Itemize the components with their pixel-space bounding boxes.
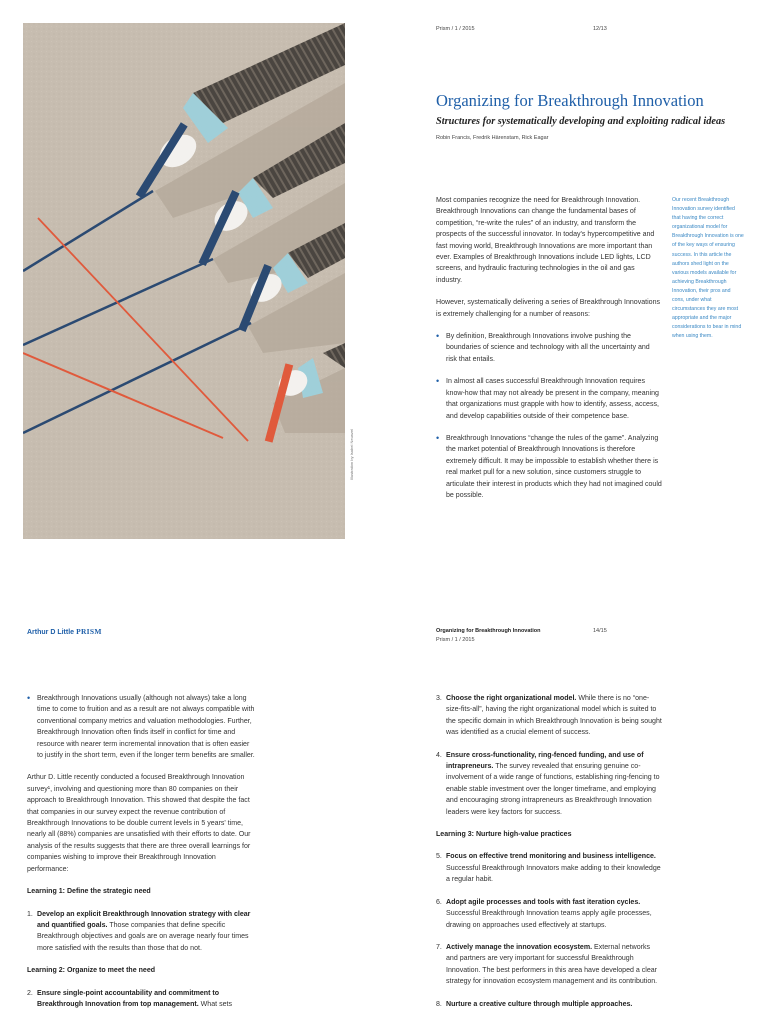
hands-drawing-lines-illustration [23,23,345,539]
page-numbers-2: 14/15 [593,628,607,634]
survey-paragraph: Arthur D. Little recently conducted a focused Breakthrough Innovation survey¹, involving and questioning more than 80 companies on their approach to Breakthrough Innovation. This showed that despite the fact that companies in our survey expect the revenue contribution of Breakthrough Innovations to be double current levels in 5 years' time, nearly all (88%) companies are unsatisfied with their efforts to date. Our analysis of the results suggests that there are three overall learnings for companies wishing to improve their Breakthrough Innovation performance: [27,774,251,873]
list-item: 4. Ensure cross-functionality, ring-fenced funding, and use of intrapreneurs. The survey revealed that ensuring genuine co-involvement of a wide range of functions, establishing ring-fencing to enable stable investment over the longer timeframe, and employing and encouraging strong intrapreneurs as Breakthrough Innovation leaders were key factors for success. [436,751,660,816]
page2-left-column [27,693,256,1021]
article-authors: Robin Francis, Fredrik Härenstam, Rick Eagar [436,135,549,141]
numbered-list-1 [27,909,256,955]
adl-prism-logo [27,627,102,636]
list-item: • In almost all cases successful Breakthrough Innovation requires know-how that may not already be present in the company, meaning that organizations must grapple with how to identify, assess, access, and develop capabilities outside of their competence base. [436,376,662,422]
list-item: 3. Choose the right organizational model. While there is no “one-size-fits-all”, having the right organizational model which is suited to the specific domain in which Breakthrough Innovation is being sought was identified as a crucial element of success. [436,695,662,737]
list-item: 1. Develop an explicit Breakthrough Innovation strategy with clear and quantified goals. Those companies that define specific Breakthrough objectives and goals are on average nearly four times more satisfied with the results than those that do not. [27,910,251,952]
page-numbers: 12/13 [593,26,607,32]
list-item: • Breakthrough Innovations usually (although not always) take a long time to come to fruition and as a result are not always compatible with conventional company metrics and valuation methodologies. Further, Breakthrough Innovation often finds itself in conflict for time and resource with nearer term incremental innovation that is often easier to justify in the short term, even if the longer term benefits are smaller. [27,693,256,761]
learning-3-heading: Learning 3: Nurture high-value practices [436,831,572,839]
learning-2-heading: Learning 2: Organize to meet the need [27,967,156,975]
numbered-list-3 [436,693,662,818]
illustration-credit: Illustration by Isabel Neunzel [349,428,354,480]
logo-prism: PRISM [76,627,102,636]
running-title: Organizing for Breakthrough Innovation [436,628,541,634]
list-item: 7. Actively manage the innovation ecosystem. External networks and partners are very important for successful Breakthrough Innovation. The best performers in this area have developed a clear strategy for innovation ecosystem management and its contribution. [436,943,658,986]
intro-column [436,195,662,512]
logo-text: Arthur D Little [27,629,75,636]
reasons-list [436,331,662,501]
list-item: 8. Nurture a creative culture through multiple approaches. [436,1000,633,1008]
sidenote: Our recent Breakthrough Innovation survey identified that having the correct organizational model for Breakthrough Innovation is one of the key ways of ensuring success. In this article the authors shed light on the various models available for achieving Breakthrough Innovation, their pros and cons, under what circumstances they are most appropriate and the major considerations to bear in mind when using them. [672,197,744,340]
numbered-list-2 [27,988,256,1011]
list-item: • By definition, Breakthrough Innovations involve pushing the boundaries of science and technology with all the uncertainty and risk that entails. [436,331,662,365]
issue-label: Prism / 1 / 2015 [436,26,475,32]
list-item: • Breakthrough Innovations “change the rules of the game”. Analyzing the market potential of Breakthrough Innovations is therefore extremely difficult. It may be impossible to establish whether there is real market pull for a new solution, since customers struggle to articulate their interest in products which they had not imagined could be possible. [436,433,662,501]
learning-1-heading: Learning 1: Define the strategic need [27,888,151,896]
article-subtitle: Structures for systematically developing and exploiting radical ideas [436,116,726,127]
intro-paragraph-1: Most companies recognize the need for Breakthrough Innovation. Breakthrough Innovations can change the fundamental bases of competition, “re-write the rules” of an industry, and transform the prospects of the successful innovator. In today's hypercompetitive and fast moving world, Breakthrough Innovations are more important than ever. Examples of Breakthrough Innovations include LED lights, LCD screens, and hydraulic fracturing technologies in the oil and gas industry. [436,197,655,284]
list-item: 5. Focus on effective trend monitoring and business intelligence. Successful Breakthrough Innovators make adding to their knowledge a regular habit. [436,853,661,884]
list-item: 2. Ensure single-point accountability and commitment to Breakthrough Innovation from top management. What sets [27,989,232,1008]
page2-right-column [436,693,662,1021]
list-item: 6. Adopt agile processes and tools with fast iteration cycles. Successful Breakthrough Innovation teams apply agile processes, drawing on approaches used effectively at startups. [436,898,652,929]
issue-label-2: Prism / 1 / 2015 [436,637,475,643]
numbered-list-4 [436,851,662,1009]
intro-paragraph-2: However, systematically delivering a series of Breakthrough Innovations is extremely challenging for a number of reasons: [436,299,661,318]
article-title: Organizing for Breakthrough Innovation [436,91,704,110]
reasons-list-continued [27,693,256,761]
